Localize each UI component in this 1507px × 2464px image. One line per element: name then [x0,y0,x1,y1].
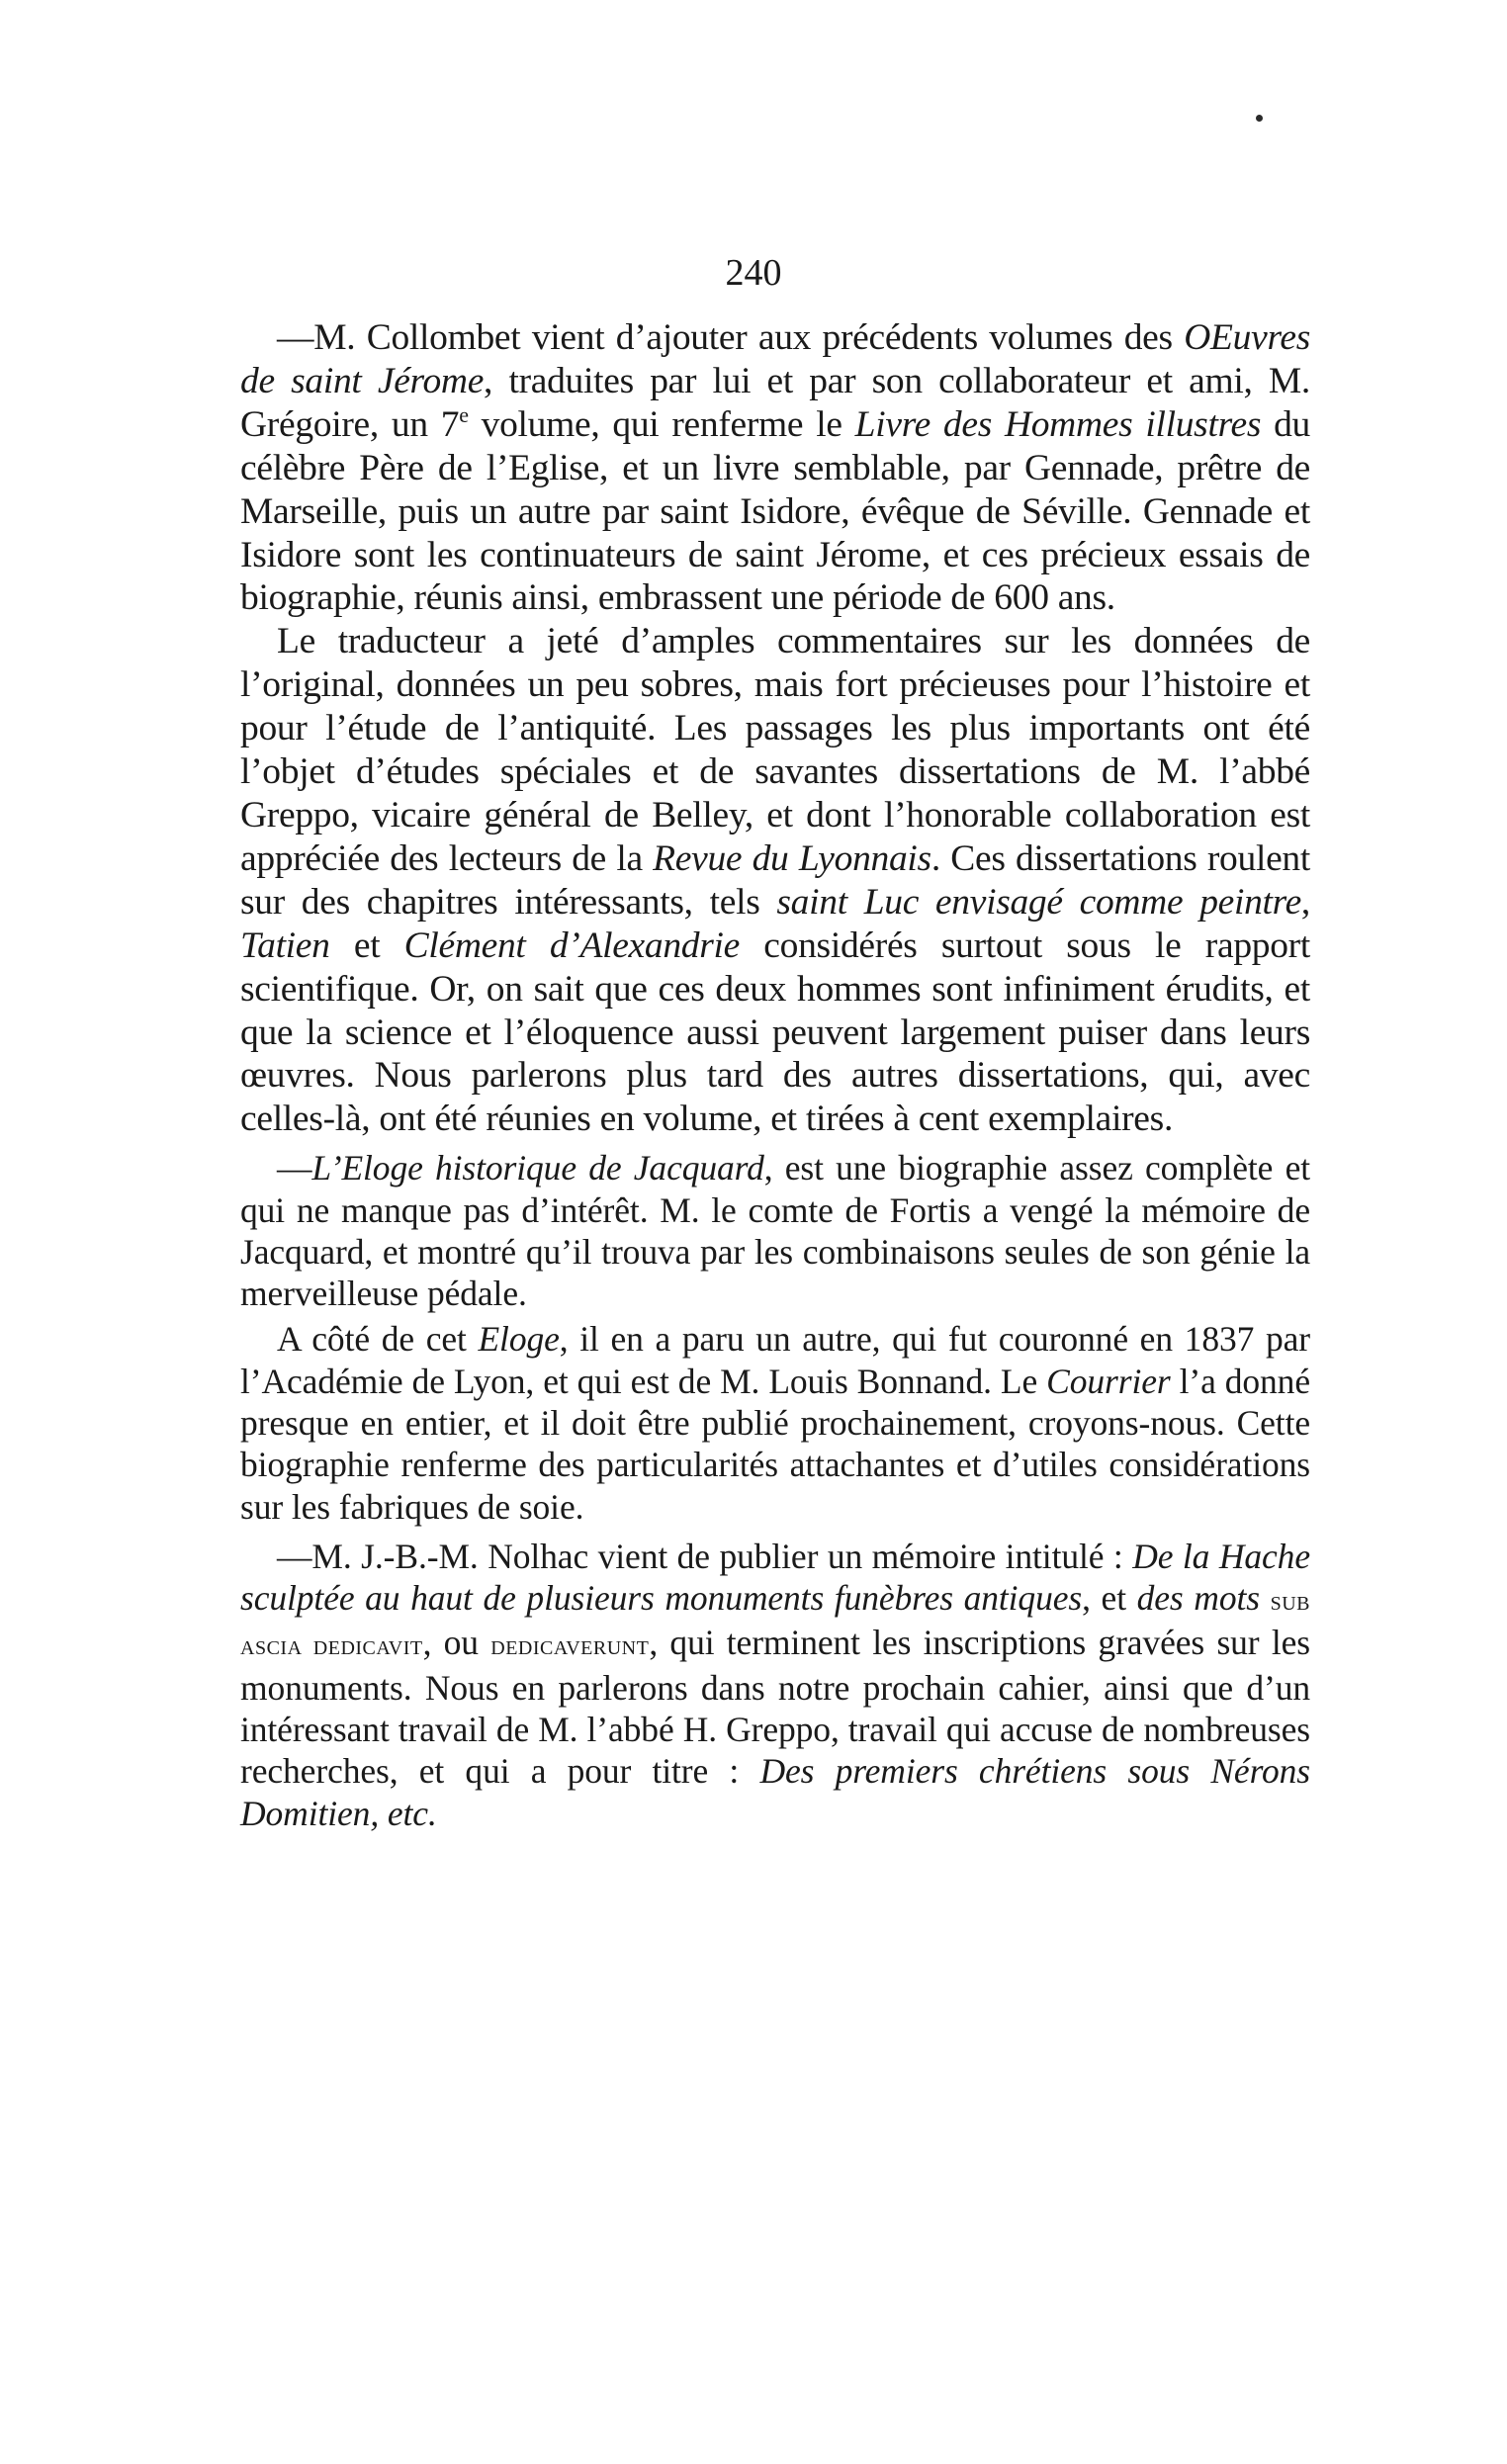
title-tatien: Tatien [240,924,330,966]
text-run: , et [1082,1578,1137,1619]
text-run: volume, qui renferme le [468,403,855,445]
title-hache-sculptee: De la Hache sculptée au haut de plusieurs monuments funèbres antiques [240,1536,1310,1619]
text-run: —M. Collombet vient d’ajouter aux précédents volumes des [277,317,1185,358]
page-number: 240 [725,252,782,294]
title-revue-du-lyonnais: Revue du Lyonnais [653,837,931,879]
body-text [240,316,1310,1844]
text-run: considérés surtout sous le rapport scientifique. Or, on sait que ces deux hommes sont infiniment érudits, et que la science et l’éloquence aussi peuvent largement puiser dans leurs œuvres. Nous parlerons plus tard des autres dissertations, qui, avec celles-là, ont été réunies en volume, et tirées à cent exemplaires. [240,924,1310,1140]
title-premiers-chretiens: Des premiers chrétiens sous Nérons Domitien, etc. [240,1751,1310,1833]
ordinal-superscript: e [459,401,469,427]
text-run: , il en a paru un autre, qui fut couronné en 1837 par l’Académie de Lyon, et qui est de M. Louis Bonnand. Le [240,1319,1310,1401]
phrase-des-mots: des mots [1136,1578,1260,1619]
text-run [1260,1578,1271,1618]
text-run: A côté de cet [277,1319,479,1360]
title-saint-luc: saint Luc envisagé comme peintre [776,881,1301,923]
text-run: . Ces dissertations roulent sur des chapitres intéressants, tels [240,837,1310,923]
ink-speck [1256,115,1263,122]
title-eloge: Eloge [478,1319,560,1360]
title-oeuvres-saint-jerome: OEuvres de saint Jérome [240,317,1310,401]
title-eloge-historique-jacquard: L’Eloge historique de Jacquard [311,1148,764,1188]
latin-dedicaverunt: dedicaverunt [490,1629,650,1662]
text-run: , est une biographie assez complète et qui ne manque pas d’intérêt. M. le comte de Fortis a vengé la mémoire de Jacquard, et montré qu’il trouva par les combinaisons seules de son génie la merveilleuse pédale. [240,1148,1310,1314]
text-run: et [329,924,404,966]
paragraph-traducteur [240,620,1310,1141]
paragraph-collombet [240,316,1310,620]
text-run: Le traducteur a jeté d’amples commentaires sur les données de l’original, données un peu sobres, mais fort précieuses pour l’histoire et pour l’étude de l’antiquité. Les passages les plus importants ont été l’objet d’études spéciales et de savantes dissertations de M. l’abbé Greppo, vicaire général de Belley, et dont l’honorable collaboration est appréciée des lecteurs de la [240,621,1310,879]
paragraph-autre-eloge [240,1318,1310,1527]
title-livre-hommes-illustres: Livre des Hommes illustres [854,403,1262,445]
paragraph-nolhac [240,1536,1310,1834]
text-run: , traduites par lui et par son collaborateur et ami, M. Grégoire, un 7 [240,360,1310,445]
latin-sub-ascia-dedicavit: sub ascia dedicavit [240,1585,1311,1662]
text-run: , qui terminent les inscriptions gravées sur les monuments. Nous en parlerons dans notre prochain cahier, ainsi que d’un intéressant travail de M. l’abbé H. Greppo, travail qui accuse de nombreuses recherches, et qui a pour titre : [240,1623,1310,1792]
text-run: —M. J.-B.-M. Nolhac vient de publier un mémoire intitulé : [277,1536,1133,1576]
text-run: — [277,1148,312,1188]
text-run: , [1300,881,1310,923]
text-run: du célèbre Père de l’Eglise, et un livre semblable, par Gennade, prêtre de Marseille, puis un autre par saint Isidore, évêque de Séville. Gennade et Isidore sont les continuateurs de saint Jérome, et ces précieux essais de biographie, réunis ainsi, embrassent une période de 600 ans. [240,403,1310,619]
text-run: l’a donné presque en entier, et il doit être publié prochainement, croyons-nous. Cette biographie renferme des particularités attachantes et d’utiles considérations sur les fabriques de soie. [240,1361,1310,1527]
title-clement-alexandrie: Clément d’Alexandrie [403,924,740,966]
title-courrier: Courrier [1046,1361,1171,1401]
paragraph-eloge-jacquard [240,1147,1310,1314]
text-run: , ou [422,1623,491,1663]
